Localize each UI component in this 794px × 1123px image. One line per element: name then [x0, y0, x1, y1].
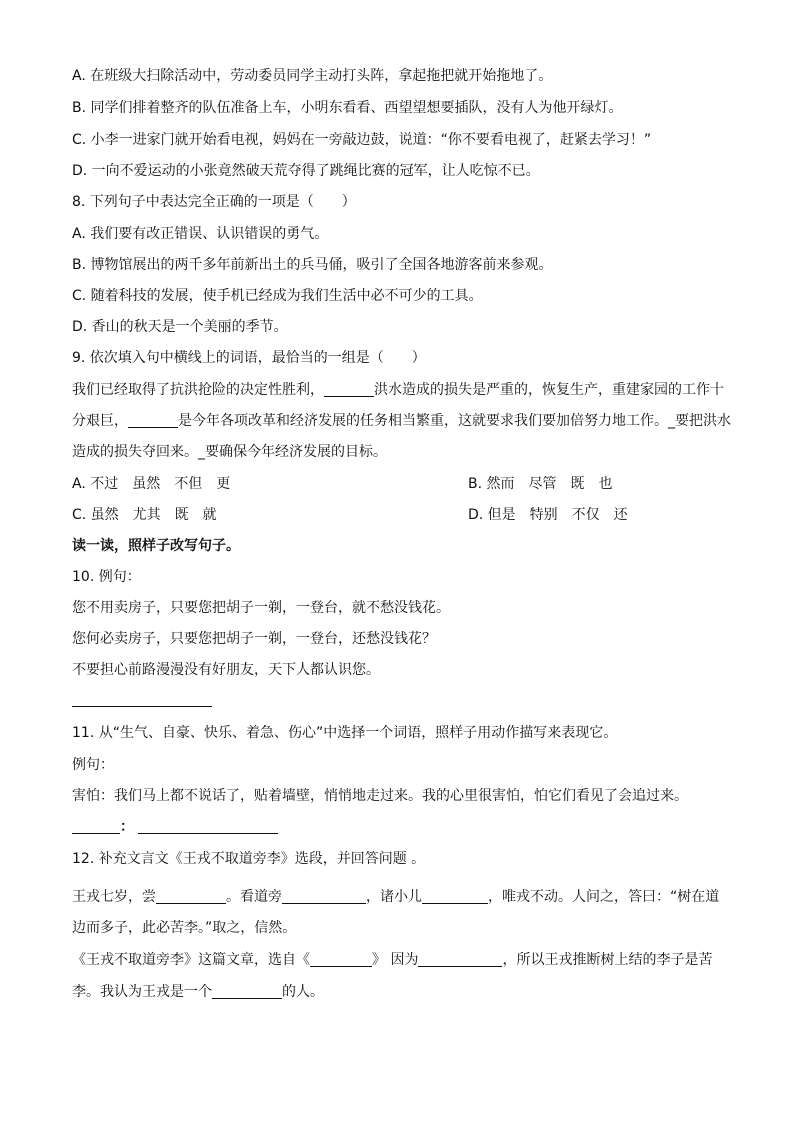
q9-passage-text: 洪水造成的损失是严重的，恢复生产，重建家园的工作十 — [374, 382, 724, 398]
q11-example: 害怕：我们马上都不说话了，贴着墙壁，悄悄地走过来。我的心里很害怕，怕它们看见了会追过来。 — [72, 788, 688, 804]
fill-blank[interactable] — [418, 952, 502, 967]
fill-blank[interactable] — [156, 889, 226, 904]
q9-passage-text: 分艰巨， — [72, 413, 128, 429]
q12-text: ，诸小儿 — [366, 889, 422, 905]
q9-passage-text: 我们已经取得了抗洪抢险的决定性胜利， — [72, 382, 324, 398]
fill-blank[interactable] — [310, 952, 372, 967]
q7-option-d: D. 一向不爱运动的小张竟然破天荒夺得了跳绳比赛的冠军，让人吃惊不已。 — [72, 163, 540, 179]
q9-option-c: C. 虽然 尤其 既 就 — [72, 507, 217, 523]
q12-text: ，所以王戎推断树上结的李子是苦 — [502, 952, 713, 968]
q11-stem: 11. 从“生气、自豪、快乐、着急、伤心”中选择一个词语，照样子用动作描写来表现它。 — [72, 725, 618, 741]
q8-option-a: A. 我们要有改正错误、认识错误的勇气。 — [72, 226, 329, 242]
section-heading: 读一读，照样子改写句子。 — [72, 538, 240, 554]
q9-passage-line-2 — [72, 411, 731, 431]
q9-passage-text: 是今年各项改革和经济发展的任务相当繁重，这就要求我们要加倍努力地工作。_要把洪水 — [178, 413, 731, 429]
q9-stem: 9. 依次填入句中横线上的词语，最恰当的一组是（ ） — [72, 350, 426, 366]
q9-option-d: D. 但是 特别 不仅 还 — [468, 507, 628, 523]
q12-passage-line-1 — [72, 887, 719, 907]
q12-passage-line-2: 边而多子，此必苦李。”取之，信然。 — [72, 920, 297, 936]
q9-passage-line-1 — [72, 380, 724, 400]
q9-passage-line-3: 造成的损失夺回来。_要确保今年经济发展的目标。 — [72, 444, 387, 460]
q10-example-1: 您不用卖房子，只要您把胡子一剃，一登台，就不愁没钱花。 — [72, 600, 450, 616]
fill-blank[interactable] — [324, 382, 374, 397]
fill-blank[interactable] — [212, 984, 282, 999]
q12-text: 王戎七岁，尝 — [72, 889, 156, 905]
q12-question-line-1 — [72, 950, 712, 970]
answer-colon: ： — [120, 819, 134, 835]
q12-text: 李。我认为王戎是一个 — [72, 984, 212, 1000]
q9-option-b: B. 然而 尽管 既 也 — [468, 476, 613, 492]
emotion-word-blank[interactable] — [72, 819, 120, 834]
fill-blank[interactable] — [422, 889, 488, 904]
fill-blank[interactable] — [128, 413, 178, 428]
fill-blank[interactable] — [282, 889, 366, 904]
q8-option-d: D. 香山的秋天是一个美丽的季节。 — [72, 319, 288, 335]
q10-example-2: 您何必卖房子，只要您把胡子一剃，一登台，还愁没钱花？ — [72, 631, 436, 647]
q9-options-row-2 — [72, 505, 628, 525]
description-blank[interactable] — [138, 819, 278, 834]
q8-stem: 8. 下列句子中表达完全正确的一项是（ ） — [72, 194, 356, 210]
q8-option-c: C. 随着科技的发展，使手机已经成为我们生活中必不可少的工具。 — [72, 288, 483, 304]
q8-option-b: B. 博物馆展出的两千多年前新出土的兵马俑，吸引了全国各地游客前来参观。 — [72, 257, 553, 273]
q11-answer-row — [72, 817, 278, 837]
q12-text: 。看道旁 — [226, 889, 282, 905]
q9-options-row-1 — [72, 474, 613, 494]
q10-stem: 10. 例句： — [72, 569, 141, 585]
q7-option-a: A. 在班级大扫除活动中，劳动委员同学主动打头阵，拿起拖把就开始拖地了。 — [72, 68, 553, 84]
q12-stem: 12. 补充文言文《王戎不取道旁李》选段，并回答问题 。 — [72, 851, 426, 867]
q12-text: 》 因为 — [372, 952, 419, 968]
q12-text: ，唯戎不动。人问之，答曰：“树在道 — [488, 889, 720, 905]
q12-text: 《王戎不取道旁李》这篇文章，选自《 — [72, 952, 310, 968]
q12-text: 的人。 — [282, 984, 324, 1000]
q11-example-label: 例句： — [72, 757, 114, 773]
q9-option-a: A. 不过 虽然 不但 更 — [72, 476, 231, 492]
q7-option-c: C. 小李一进家门就开始看电视，妈妈在一旁敲边鼓，说道：“你不要看电视了，赶紧去学习！” — [72, 132, 652, 148]
q10-task-sentence: 不要担心前路漫漫没有好朋友，天下人都认识您。 — [72, 662, 380, 678]
q7-option-b: B. 同学们排着整齐的队伍准备上车，小明东看看、西望望想要插队，没有人为他开绿灯。 — [72, 100, 623, 116]
q12-question-line-2 — [72, 982, 324, 1002]
q10-answer-line[interactable] — [72, 706, 212, 707]
